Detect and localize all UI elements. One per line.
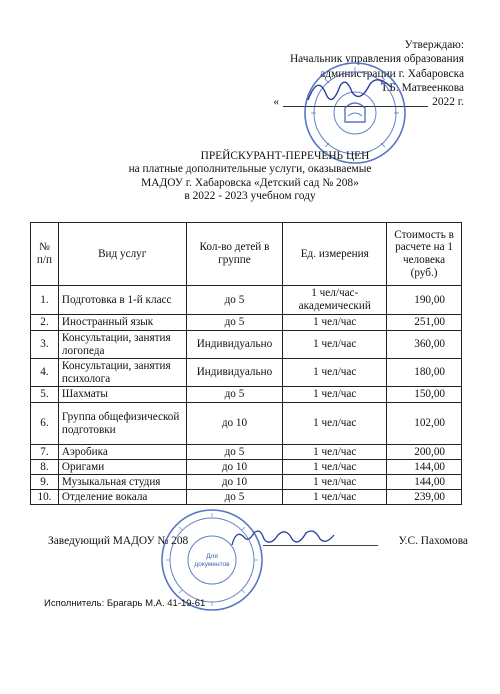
title-period: в 2022 - 2023 учебном году (184, 189, 316, 202)
row-children: Индивидуально (186, 359, 283, 387)
title-subtitle: на платные дополнительные услуги, оказываемые (128, 163, 372, 176)
approval-name: Т.Б. Матвеенкова (380, 81, 464, 94)
row-cost: 190,00 (387, 286, 462, 315)
row-cost: 150,00 (387, 387, 462, 403)
row-num: 4. (31, 359, 59, 387)
row-children: Индивидуально (186, 331, 283, 359)
row-cost: 144,00 (387, 475, 462, 490)
row-cost: 239,00 (387, 490, 462, 505)
table-row (31, 475, 462, 490)
row-service: Подготовка в 1-й класс (58, 286, 186, 315)
row-unit: 1 чел/час (283, 315, 387, 331)
executor-note: Исполнитель: Брагарь М.А. 41-19-61 (44, 598, 206, 609)
row-unit: 1 чел/час (283, 475, 387, 490)
row-num: 8. (31, 460, 59, 475)
header-service: Вид услуг (58, 223, 186, 286)
table-row (31, 490, 462, 505)
signatory-name: У.С. Пахомова (398, 535, 468, 547)
stamp-text-line2: документов (194, 561, 230, 568)
table-row (31, 315, 462, 331)
table-header-row (31, 223, 462, 286)
row-service: Оригами (58, 460, 186, 475)
row-children: до 5 (186, 286, 283, 315)
header-cost: Стоимость в расчете на 1 человека (руб.) (387, 223, 462, 286)
row-children: до 10 (186, 403, 283, 445)
row-unit: 1 чел/час (283, 490, 387, 505)
stamp-text-line1: Для (206, 553, 218, 560)
table-row (31, 460, 462, 475)
header-unit: Ед. измерения (283, 223, 387, 286)
row-cost: 144,00 (387, 460, 462, 475)
row-children: до 10 (186, 475, 283, 490)
row-unit: 1 чел/час (283, 359, 387, 387)
row-num: 7. (31, 445, 59, 460)
approval-date-prefix: « (273, 96, 280, 109)
price-table (30, 222, 462, 505)
row-num: 10. (31, 490, 59, 505)
approval-signature (300, 70, 410, 110)
row-cost: 102,00 (387, 403, 462, 445)
row-service: Группа общефизической подготовки (58, 403, 186, 445)
row-num: 2. (31, 315, 59, 331)
table-row (31, 331, 462, 359)
row-children: до 5 (186, 490, 283, 505)
table-row (31, 286, 462, 315)
row-unit: 1 чел/час (283, 387, 387, 403)
row-num: 9. (31, 475, 59, 490)
row-cost: 360,00 (387, 331, 462, 359)
row-children: до 10 (186, 460, 283, 475)
row-num: 1. (31, 286, 59, 315)
approval-heading: Утверждаю: (404, 39, 464, 51)
row-service: Отделение вокала (58, 490, 186, 505)
row-cost: 251,00 (387, 315, 462, 331)
row-children: до 5 (186, 315, 283, 331)
title-organization: МАДОУ г. Хабаровска «Детский сад № 208» (141, 176, 359, 189)
table-row (31, 403, 462, 445)
row-unit: 1 чел/час (283, 445, 387, 460)
header-num: № п/п (31, 223, 59, 286)
signatory-position: Заведующий МАДОУ № 208 (48, 535, 189, 547)
approval-date-year: 2022 г. (432, 96, 464, 109)
table-row (31, 387, 462, 403)
title-main: ПРЕЙСКУРАНТ-ПЕРЕЧЕНЬ ЦЕН (200, 150, 370, 162)
table-row (31, 445, 462, 460)
row-num: 5. (31, 387, 59, 403)
approval-organization: администрации г. Хабаровска (320, 67, 464, 80)
row-cost: 180,00 (387, 359, 462, 387)
row-unit: 1 чел/час (283, 403, 387, 445)
row-service: Шахматы (58, 387, 186, 403)
row-unit: 1 чел/час (283, 331, 387, 359)
row-service: Музыкальная студия (58, 475, 186, 490)
table-row (31, 359, 462, 387)
row-children: до 5 (186, 445, 283, 460)
row-service: Аэробика (58, 445, 186, 460)
header-children: Кол-во детей в группе (186, 223, 283, 286)
approval-position: Начальник управления образования (289, 53, 464, 66)
row-service: Консультации, занятия психолога (58, 359, 186, 387)
row-cost: 200,00 (387, 445, 462, 460)
row-service: Иностранный язык (58, 315, 186, 331)
row-service: Консультации, занятия логопеда (58, 331, 186, 359)
row-unit: 1 чел/час (283, 460, 387, 475)
row-unit: 1 чел/час-академический (283, 286, 387, 315)
row-num: 6. (31, 403, 59, 445)
document-title (0, 150, 500, 203)
row-children: до 5 (186, 387, 283, 403)
row-num: 3. (31, 331, 59, 359)
